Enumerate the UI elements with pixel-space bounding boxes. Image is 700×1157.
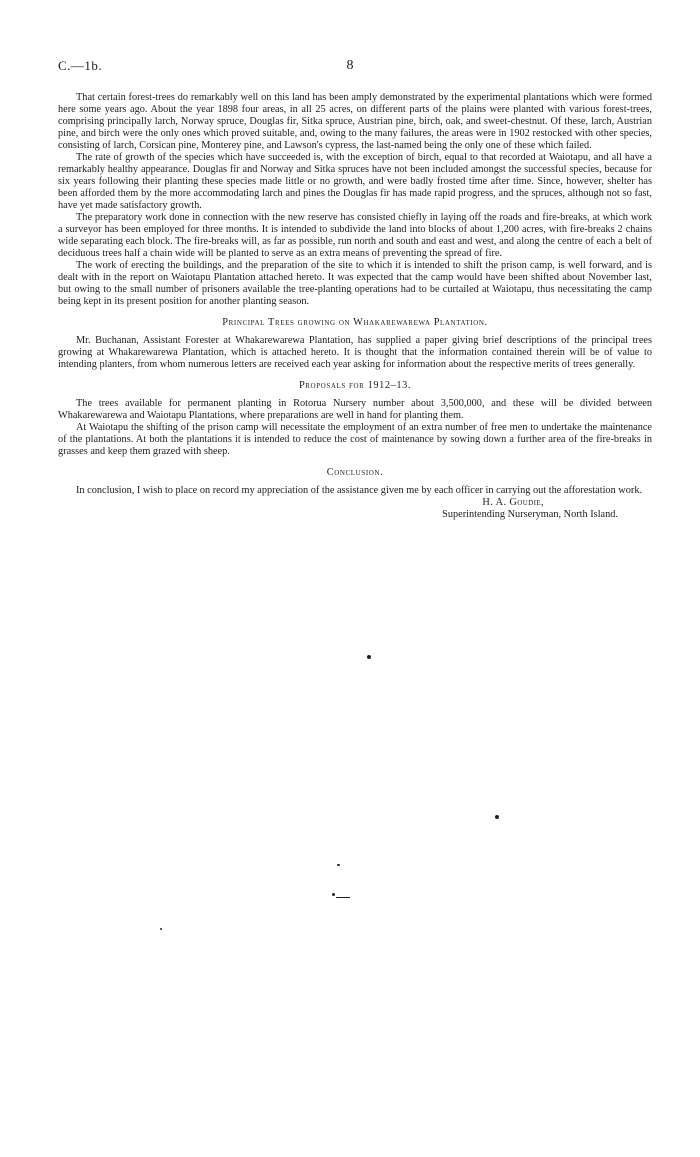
scan-speck xyxy=(337,864,340,866)
section-heading-principal-trees: Principal Trees growing on Whakarewarewa Plantation. xyxy=(222,317,488,328)
scan-speck xyxy=(160,928,162,930)
page-number: 8 xyxy=(346,58,354,73)
scan-speck xyxy=(332,893,335,896)
section-heading-proposals: Proposals for 1912–13. xyxy=(298,380,412,391)
scan-speck xyxy=(367,655,371,659)
signatory-title: Superintending Nurseryman, North Island. xyxy=(442,509,618,520)
body-paragraph: The preparatory work done in connection with the new reserve has consisted chiefly in laying off the roads and fire-breaks, at which work a surveyor has been employed for three months. It is intended to subdivide the land into blocks of about 1,200 acres, with fire-breaks 2 chains wide separating each block. The fire-breaks will, as far as possible, run north and south and east and west, and along the centre of each a belt of deciduous trees half a chain wide will be planted to serve as an extra means of preventing the spread of fire. xyxy=(58,212,652,259)
body-paragraph: At Waiotapu the shifting of the prison camp will necessitate the employment of an extra number of free men to undertake the maintenance of the plantations. At both the plantations it is intended to reduce the cost of maintenance by sowing down a further area of the fire-breaks in grasses and keep them grazed with sheep. xyxy=(58,422,652,457)
body-paragraph: In conclusion, I wish to place on record my appreciation of the assistance given me by each officer in carrying out the afforestation work. xyxy=(76,485,643,496)
body-paragraph: The rate of growth of the species which have succeeded is, with the exception of birch, equal to that recorded at Waiotapu, and all have a remarkably healthy appearance. Douglas fir and Norway and Sitka spruces have not been included amongst the successful species, because for six years following their planting these species made little or no growth, and were badly frosted time after time. Since, however, shelter has been afforded them by the more accommodating larch and pines the Douglas fir has made rapid progress, and the spruces, although not so fast, have yet made satisfactory growth. xyxy=(58,152,652,211)
document-reference: C.—1b. xyxy=(58,58,103,73)
scan-speck xyxy=(495,815,499,819)
document-body xyxy=(58,92,652,521)
scan-speck xyxy=(336,897,350,898)
body-paragraph: The trees available for permanent planting in Rotorua Nursery number about 3,500,000, and these will be divided between Whakarewarewa and Waiotapu Plantations, where preparations are well in hand for planting them. xyxy=(58,398,652,421)
signatory-name: H. A. Goudie, xyxy=(482,497,544,508)
section-heading-conclusion: Conclusion. xyxy=(326,467,384,478)
body-paragraph: The work of erecting the buildings, and the preparation of the site to which it is intended to shift the prison camp, is well forward, and is dealt with in the report on Waiotapu Plantation attached hereto. It was expected that the camp would have been shifted about November last, but owing to the small number of prisoners available the tree-planting operations had to be curtailed at Waiotapu, thus necessitating the camp being kept in its present position for another planting season. xyxy=(58,260,652,307)
body-paragraph: Mr. Buchanan, Assistant Forester at Whakarewarewa Plantation, has supplied a paper giving brief descriptions of the principal trees growing at Whakarewarewa Plantation, which is attached hereto. It is thought that the information contained therein will be of value to intending planters, from whom numerous letters are received each year asking for information about the respective merits of trees generally. xyxy=(58,335,652,370)
body-paragraph: That certain forest-trees do remarkably well on this land has been amply demonstrated by the experimental plantations which were formed here some years ago. About the year 1898 four areas, in all 25 acres, on different parts of the plains were planted with various forest-trees, comprising principally larch, Norway spruce, Douglas fir, Sitka spruce, Austrian pine, birch, oak, and sweet-chestnut. Of these, larch, Austrian pine, and birch were the only ones which proved suitable, and, owing to the many failures, the areas were in 1902 restocked with other species, consisting of larch, Corsican pine, Monterey pine, and Lawson's cypress, the last-named being the only one of these which failed. xyxy=(58,92,652,151)
signature-block xyxy=(58,497,652,521)
page-header xyxy=(58,58,642,78)
